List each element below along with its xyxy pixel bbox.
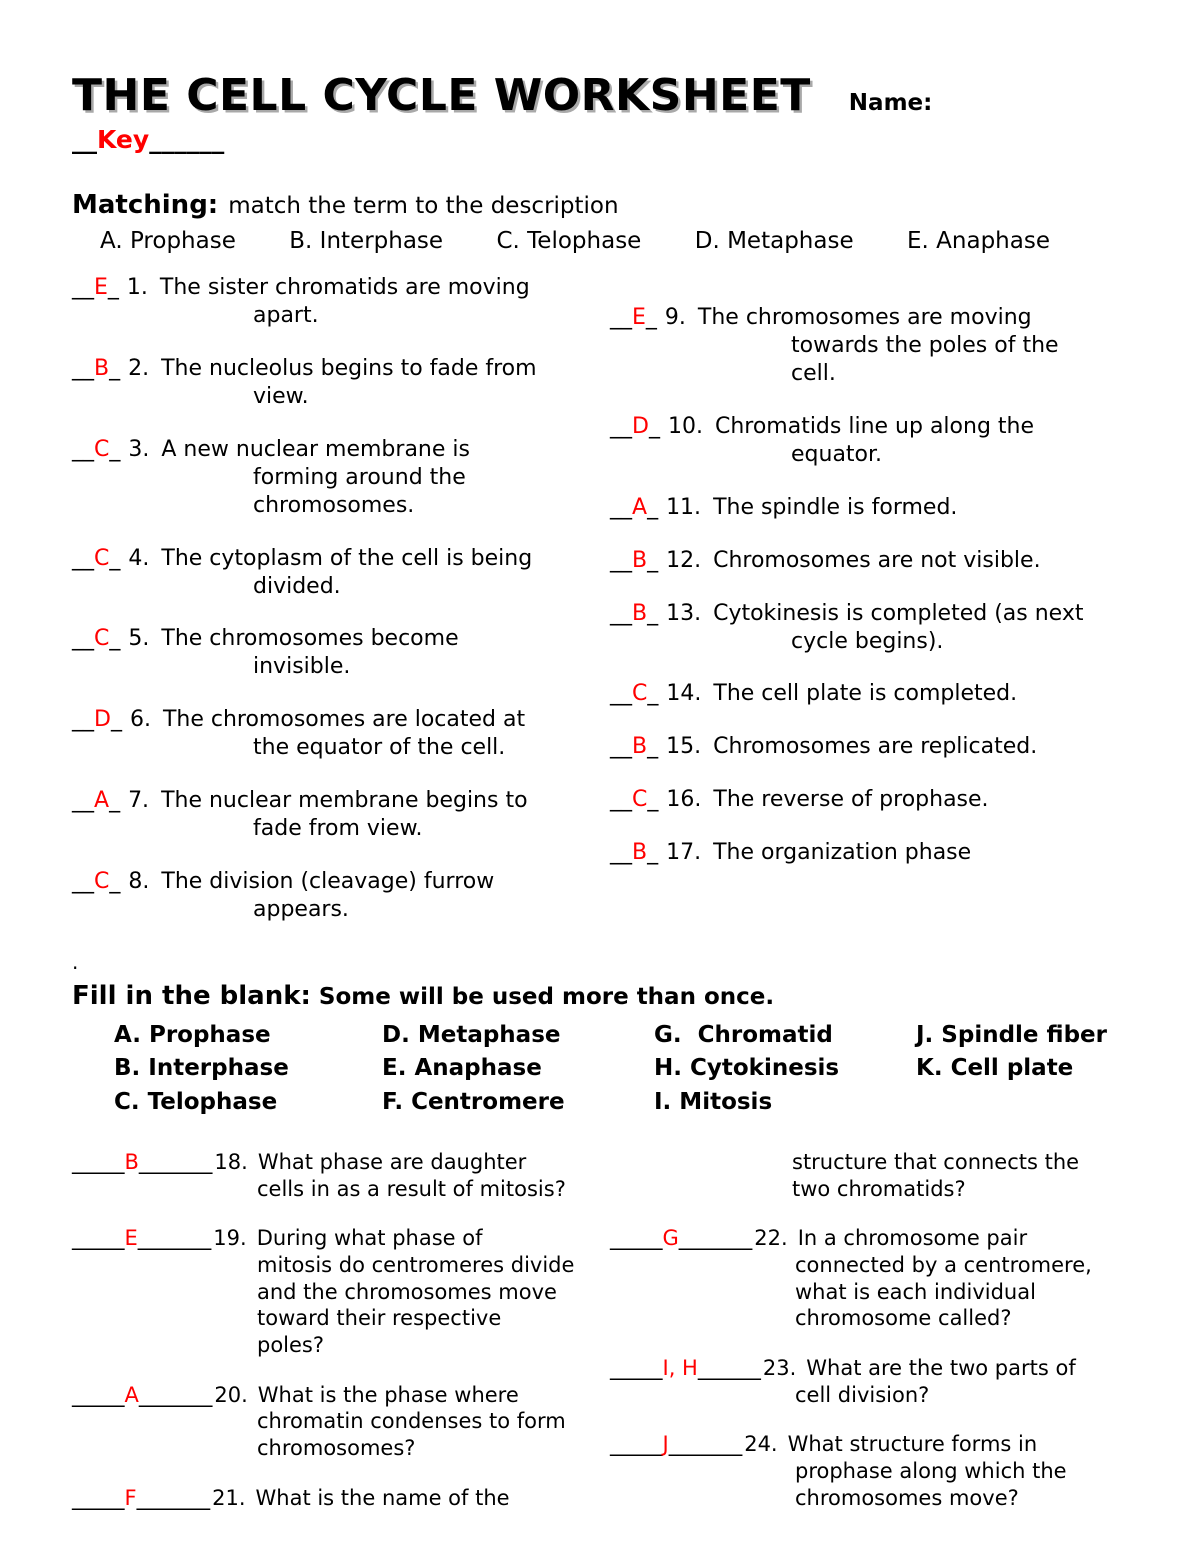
answer-letter: E	[124, 1226, 138, 1251]
answer-letter: C	[94, 545, 110, 571]
question-number: 2.	[128, 355, 150, 381]
blank-underscores-pre: _____	[72, 1485, 125, 1510]
question-text-continued: cell division?	[795, 1382, 930, 1407]
question-item	[610, 1149, 1138, 1202]
blank-underscores-post: _	[109, 626, 121, 652]
blank-underscores-pre: __	[72, 355, 94, 381]
answer-letter: B	[632, 734, 648, 760]
answer-letter: I, H	[662, 1355, 698, 1380]
page-title: THE CELL CYCLE WORKSHEET	[72, 70, 811, 121]
key-blank-prefix: __	[72, 125, 97, 154]
blank-underscores-pre: __	[610, 413, 632, 439]
answer-blank	[610, 548, 658, 573]
question-text: What is the name of the	[255, 1485, 510, 1510]
question-text: The spindle is formed.	[713, 494, 958, 520]
question-first-line	[72, 625, 610, 653]
question-text-continued: connected by a centromere,	[795, 1252, 1092, 1277]
answer-blank	[610, 1226, 752, 1250]
answer-blank	[610, 1356, 761, 1380]
answer-letter: F	[124, 1485, 137, 1510]
question-text-continued: what is each individual	[795, 1279, 1036, 1304]
answer-blank	[72, 546, 120, 571]
fill-right-column	[610, 1149, 1138, 1534]
question-text-continued: appears.	[253, 897, 349, 922]
question-item	[610, 839, 1138, 867]
question-item	[72, 706, 610, 762]
answer-blank	[72, 437, 120, 462]
answer-blank	[610, 414, 660, 439]
answer-blank	[610, 601, 658, 626]
question-number: 21.	[212, 1485, 246, 1510]
question-number: 19.	[213, 1226, 247, 1251]
answer-letter: A	[632, 494, 648, 520]
question-text-continued: prophase along which the	[795, 1458, 1067, 1483]
answer-blank	[72, 707, 122, 732]
question-text-continued: fade from view.	[253, 816, 423, 842]
answer-blank	[610, 787, 658, 812]
blank-underscores-pre: __	[610, 600, 632, 626]
question-item	[610, 304, 1138, 388]
answer-blank	[72, 1226, 211, 1250]
question-text: In a chromosome pair	[797, 1226, 1028, 1251]
question-item	[72, 274, 610, 330]
answer-blank	[72, 1150, 212, 1174]
answer-blank	[72, 275, 119, 300]
question-text-continued: mitosis do centromeres divide	[257, 1252, 575, 1277]
blank-underscores-post: _______	[678, 1226, 753, 1251]
answer-letter: B	[632, 547, 648, 573]
fill-left-column	[72, 1149, 610, 1534]
blank-underscores-pre: __	[72, 545, 94, 571]
blank-underscores-post: _	[648, 413, 660, 439]
matching-option: E. Anaphase	[907, 228, 1050, 254]
question-first-line	[610, 413, 1138, 441]
answer-blank	[610, 840, 658, 865]
blank-underscores-post: _______	[136, 1485, 211, 1510]
answer-blank	[72, 788, 120, 813]
blank-underscores-post: _	[647, 681, 659, 707]
blank-underscores-post: _	[109, 869, 121, 895]
question-number: 7.	[128, 788, 150, 814]
answer-blank	[72, 1486, 210, 1510]
header	[72, 70, 1138, 121]
blank-underscores-post: _	[647, 494, 659, 520]
question-number: 1.	[126, 275, 148, 300]
answer-letter: C	[632, 681, 648, 707]
question-number: 12.	[666, 547, 702, 573]
answer-blank	[72, 1383, 212, 1407]
question-item	[72, 436, 610, 520]
question-item	[72, 545, 610, 601]
blank-underscores-pre: _____	[610, 1226, 663, 1251]
question-text-continued: towards the poles of the	[791, 332, 1059, 358]
question-text: The sister chromatids are moving	[159, 275, 530, 300]
blank-underscores-post: _	[109, 545, 121, 571]
fill-heading-label: Fill in the blank:	[72, 980, 311, 1011]
question-first-line	[610, 1355, 1138, 1382]
question-first-line	[610, 786, 1138, 814]
question-first-line	[610, 304, 1138, 332]
matching-heading-label: Matching:	[72, 190, 219, 220]
question-number: 20.	[214, 1382, 248, 1407]
blank-underscores-pre: _____	[72, 1149, 125, 1174]
answer-letter: B	[632, 840, 648, 866]
question-number: 6.	[129, 707, 151, 733]
question-first-line	[610, 1431, 1138, 1458]
question-text: What is the phase where	[257, 1382, 519, 1407]
question-first-line	[72, 1382, 610, 1409]
word-bank-row	[114, 1019, 1138, 1052]
answer-blank	[72, 626, 120, 651]
question-first-line	[72, 706, 610, 734]
answer-letter: C	[94, 436, 110, 462]
blank-underscores-pre: __	[610, 681, 632, 707]
blank-underscores-pre: __	[610, 494, 632, 520]
question-text-continued: apart.	[253, 302, 319, 328]
word-bank-entry: F. Centromere	[382, 1088, 565, 1115]
blank-underscores-pre: _____	[610, 1355, 663, 1380]
matching-option: C. Telophase	[496, 228, 642, 254]
question-text-continued: chromatin condenses to form	[257, 1409, 566, 1434]
question-text-continued: cells in as a result of mitosis?	[257, 1176, 566, 1201]
blank-underscores-post: _	[645, 305, 657, 330]
question-text: What are the two parts of	[806, 1355, 1076, 1380]
word-bank-row	[114, 1086, 1138, 1119]
word-bank-entry: A. Prophase	[114, 1021, 271, 1048]
answer-letter: B	[124, 1149, 139, 1174]
question-text-continued: the equator of the cell.	[253, 735, 506, 761]
blank-underscores-post: _	[647, 840, 659, 866]
blank-underscores-pre: __	[610, 305, 632, 330]
question-number: 23.	[762, 1355, 797, 1380]
fill-instructions: Some will be used more than once.	[318, 983, 775, 1010]
question-text-continued: cycle begins).	[791, 628, 944, 654]
question-item	[610, 1225, 1138, 1332]
answer-letter: C	[94, 869, 110, 895]
question-text-continued: poles?	[257, 1332, 325, 1357]
question-first-line	[72, 868, 610, 896]
blank-underscores-pre: __	[72, 436, 94, 462]
question-number: 4.	[128, 545, 150, 571]
question-text: Cytokinesis is completed (as next	[713, 600, 1084, 626]
question-item	[610, 413, 1138, 469]
answer-blank	[72, 356, 120, 381]
question-text: Chromosomes are replicated.	[713, 734, 1038, 760]
question-text: The chromosomes are moving	[697, 305, 1032, 330]
blank-underscores-pre: __	[72, 869, 94, 895]
question-number: 11.	[666, 494, 702, 520]
blank-underscores-pre: __	[72, 788, 94, 814]
answer-letter: A	[124, 1382, 139, 1407]
question-text: The cytoplasm of the cell is being	[161, 545, 533, 571]
name-answer-line	[72, 125, 1138, 154]
word-bank-entry: H. Cytokinesis	[654, 1055, 840, 1082]
question-number: 5.	[128, 626, 150, 652]
question-first-line	[610, 839, 1138, 867]
fill-questions	[72, 1149, 1138, 1534]
question-number: 3.	[128, 436, 150, 462]
question-item	[610, 494, 1138, 522]
answer-blank	[610, 734, 658, 759]
answer-letter: D	[94, 707, 111, 733]
answer-blank	[610, 1432, 742, 1456]
question-text-continued: cell.	[791, 360, 836, 386]
answer-letter: C	[632, 787, 648, 813]
blank-underscores-pre: __	[610, 734, 632, 760]
word-bank-entry: J. Spindle fiber	[916, 1021, 1107, 1048]
question-item	[610, 1355, 1138, 1408]
question-first-line	[610, 547, 1138, 575]
question-first-line	[610, 600, 1138, 628]
question-item	[610, 733, 1138, 761]
question-text-continued: structure that connects the	[792, 1149, 1080, 1174]
word-bank-entry	[916, 1086, 1138, 1119]
question-number: 15.	[666, 734, 702, 760]
question-number: 8.	[128, 869, 150, 895]
question-item	[610, 1431, 1138, 1511]
blank-underscores-post: _	[647, 787, 659, 813]
answer-letter: G	[662, 1226, 679, 1251]
question-text-continued: invisible.	[253, 654, 351, 680]
name-label: Name:	[848, 90, 933, 116]
stray-period: .	[72, 949, 79, 974]
question-text: What phase are daughter	[257, 1149, 527, 1174]
answer-letter: A	[94, 788, 110, 814]
question-text: The nucleolus begins to fade from	[161, 355, 537, 381]
answer-blank	[610, 495, 658, 520]
question-item	[610, 600, 1138, 656]
question-item	[610, 547, 1138, 575]
answer-blank	[610, 305, 657, 330]
question-text: The cell plate is completed.	[713, 681, 1018, 707]
question-first-line	[72, 545, 610, 573]
matching-term-options	[72, 228, 1138, 254]
matching-questions	[72, 274, 1138, 949]
question-text: Chromatids line up along the	[714, 413, 1035, 439]
blank-underscores-post: _	[110, 707, 122, 733]
word-bank-entry: C. Telophase	[114, 1088, 278, 1115]
matching-option: B. Interphase	[289, 228, 444, 254]
answer-letter: E	[632, 305, 646, 330]
blank-underscores-pre: __	[72, 275, 94, 300]
answer-letter: E	[94, 275, 108, 300]
question-first-line	[72, 1149, 610, 1176]
answer-blank	[72, 869, 120, 894]
question-text: The organization phase	[713, 840, 972, 866]
question-first-line	[72, 274, 610, 302]
question-first-line	[72, 1485, 610, 1512]
matching-left-column	[72, 274, 610, 949]
question-item	[72, 787, 610, 843]
question-text: The division (cleavage) furrow	[161, 869, 495, 895]
question-item	[72, 868, 610, 924]
word-bank-row	[114, 1052, 1138, 1085]
blank-underscores-pre: _____	[72, 1382, 125, 1407]
answer-letter: J	[662, 1432, 669, 1457]
question-item	[72, 1382, 610, 1462]
blank-underscores-post: _	[107, 275, 119, 300]
answer-letter: B	[94, 355, 110, 381]
question-number: 24.	[744, 1432, 778, 1457]
question-text-continued: forming around the chromosomes.	[253, 464, 466, 518]
matching-instructions: match the term to the description	[228, 193, 619, 219]
question-item	[72, 355, 610, 411]
question-first-line	[610, 1225, 1138, 1252]
answer-letter: B	[632, 600, 648, 626]
answer-letter: D	[632, 413, 649, 439]
question-item	[610, 786, 1138, 814]
question-text-continued: two chromatids?	[792, 1176, 966, 1201]
blank-underscores-post: _______	[137, 1226, 212, 1251]
word-bank-entry: I. Mitosis	[654, 1088, 773, 1115]
blank-underscores-pre: __	[72, 626, 94, 652]
question-item	[72, 625, 610, 681]
question-text: The reverse of prophase.	[713, 787, 989, 813]
answer-letter: C	[94, 626, 110, 652]
word-bank	[72, 1019, 1138, 1119]
question-first-line	[72, 1225, 610, 1252]
blank-underscores-pre: __	[610, 547, 632, 573]
blank-underscores-pre: _____	[72, 1226, 125, 1251]
question-item	[72, 1485, 610, 1512]
question-item	[72, 1149, 610, 1202]
question-first-line	[610, 733, 1138, 761]
question-number: 18.	[214, 1149, 248, 1174]
blank-underscores-post: ______	[697, 1355, 761, 1380]
blank-underscores-post: _______	[138, 1382, 213, 1407]
question-text-continued: toward their respective	[257, 1306, 502, 1331]
question-first-line	[72, 787, 610, 815]
question-first-line	[72, 436, 610, 464]
blank-underscores-post: _	[109, 355, 121, 381]
fill-section-heading	[72, 981, 1138, 1011]
question-text: The chromosomes are located at	[162, 707, 526, 733]
question-first-line	[610, 494, 1138, 522]
question-text-continued: chromosomes?	[257, 1435, 416, 1460]
question-text: Chromosomes are not visible.	[713, 547, 1041, 573]
blank-underscores-pre: __	[72, 707, 94, 733]
question-number: 22.	[754, 1226, 788, 1251]
question-number: 14.	[666, 681, 702, 707]
question-text: A new nuclear membrane is	[161, 436, 470, 462]
blank-underscores-post: _______	[138, 1149, 213, 1174]
question-text-continued: chromosomes move?	[795, 1485, 1019, 1510]
question-text-continued: equator.	[791, 441, 883, 467]
word-bank-entry: D. Metaphase	[382, 1021, 561, 1048]
word-bank-entry: G. Chromatid	[654, 1021, 833, 1048]
question-number: 16.	[666, 787, 702, 813]
question-text-continued: divided.	[253, 573, 341, 599]
question-item	[72, 1225, 610, 1358]
matching-section-heading	[72, 190, 1138, 220]
blank-underscores-pre: __	[610, 787, 632, 813]
blank-underscores-post: _	[109, 436, 121, 462]
blank-underscores-post: _	[647, 734, 659, 760]
blank-underscores-pre: __	[610, 840, 632, 866]
answer-blank	[610, 681, 658, 706]
key-blank-suffix: ______	[149, 125, 225, 154]
matching-right-column	[610, 274, 1138, 949]
question-number: 10.	[667, 413, 703, 439]
question-text-continued: and the chromosomes move	[257, 1279, 557, 1304]
question-text: During what phase of	[256, 1226, 483, 1251]
blank-underscores-post: _______	[668, 1432, 743, 1457]
blank-underscores-post: _	[647, 600, 659, 626]
blank-underscores-pre: _____	[610, 1432, 663, 1457]
question-text-continued: view.	[253, 383, 309, 409]
question-number: 13.	[666, 600, 702, 626]
word-bank-entry: K. Cell plate	[916, 1055, 1074, 1082]
question-text-continued: chromosome called?	[795, 1306, 1012, 1331]
blank-underscores-post: _	[647, 547, 659, 573]
blank-underscores-post: _	[109, 788, 121, 814]
question-number: 9.	[664, 305, 686, 330]
question-first-line	[610, 680, 1138, 708]
word-bank-entry: E. Anaphase	[382, 1055, 542, 1082]
key-answer: Key	[97, 125, 150, 154]
question-number: 17.	[666, 840, 702, 866]
word-bank-entry: B. Interphase	[114, 1055, 289, 1082]
question-text: The chromosomes become	[161, 626, 459, 652]
matching-option: A. Prophase	[100, 228, 236, 254]
matching-option: D. Metaphase	[694, 228, 854, 254]
question-first-line	[72, 355, 610, 383]
question-item	[610, 680, 1138, 708]
question-text: What structure forms in	[787, 1432, 1038, 1457]
question-text: The nuclear membrane begins to	[161, 788, 528, 814]
